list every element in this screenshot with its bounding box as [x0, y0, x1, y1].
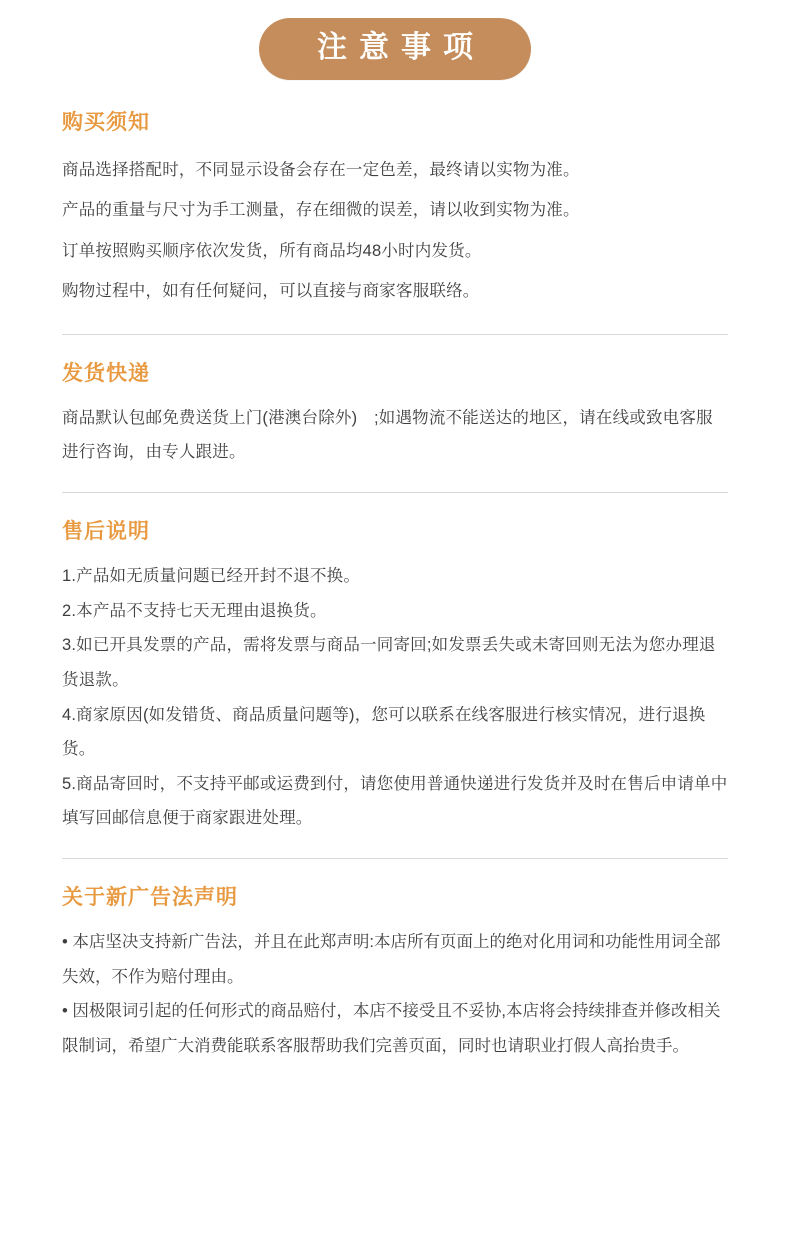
notice-line: • 本店坚决支持新广告法，并且在此郑声明:本店所有页面上的绝对化用词和功能性用词全部失效，不作为赔付理由。 — [62, 933, 721, 986]
notice-line: 1.产品如无质量问题已经开封不退不换。 — [62, 566, 361, 585]
section-body-purchase-notice — [62, 150, 728, 312]
notice-line: 商品默认包邮免费送货上门(港澳台除外) ;如遇物流不能送达的地区，请在线或致电客服进行咨询，由专人跟进。 — [62, 408, 713, 462]
notice-line: 5.商品寄回时，不支持平邮或运费到付，请您使用普通快递进行发货并及时在售后申请单中填写回邮信息便于商家跟进处理。 — [62, 774, 728, 828]
section-after-sales — [0, 515, 790, 836]
notice-line: 购物过程中，如有任何疑问，可以直接与商家客服联络。 — [62, 282, 480, 301]
section-divider — [62, 492, 728, 493]
page-header — [0, 0, 790, 106]
section-purchase-notice — [0, 106, 790, 312]
section-body-shipping — [62, 401, 728, 470]
section-divider — [62, 858, 728, 859]
notice-line: 4.商家原因(如发错货、商品质量问题等)，您可以联系在线客服进行核实情况，进行退换货。 — [62, 705, 706, 759]
section-title-advertising-law: 关于新广告法声明 — [62, 886, 238, 910]
section-shipping — [0, 357, 790, 470]
notice-line: 2.本产品不支持七天无理由退换货。 — [62, 601, 327, 620]
page-title: 注意事项 — [259, 18, 531, 80]
section-title-shipping: 发货快递 — [62, 361, 150, 385]
section-title-purchase-notice: 购买须知 — [62, 111, 150, 134]
notice-line: • 因极限词引起的任何形式的商品赔付，本店不接受且不妥协,本店将会持续排查并修改相关限制词，希望广大消费能联系客服帮助我们完善页面，同时也请职业打假人高抬贵手。 — [62, 1002, 721, 1056]
section-body-advertising-law — [62, 925, 728, 1064]
notice-line: 商品选择搭配时，不同显示设备会存在一定色差，最终请以实物为准。 — [62, 161, 580, 179]
section-title-after-sales: 售后说明 — [62, 519, 150, 543]
section-body-after-sales — [62, 559, 728, 836]
notice-line: 产品的重量与尺寸为手工测量，存在细微的误差，请以收到实物为准。 — [62, 201, 580, 220]
notice-line: 订单按照购买顺序依次发货，所有商品均48小时内发货。 — [62, 241, 482, 260]
section-advertising-law — [0, 881, 790, 1064]
section-divider — [62, 334, 728, 335]
notice-line: 3.如已开具发票的产品，需将发票与商品一同寄回;如发票丢失或未寄回则无法为您办理退货退款。 — [62, 636, 716, 689]
